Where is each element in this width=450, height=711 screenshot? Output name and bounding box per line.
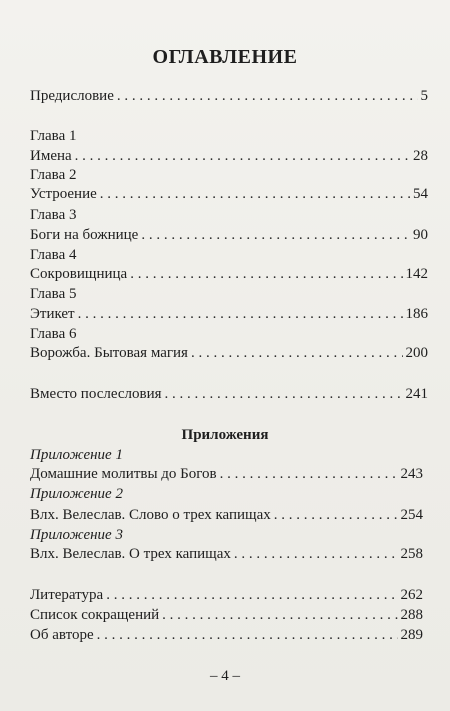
toc-entry-chapter-5 (30, 304, 428, 324)
toc-entry-label: Домашние молитвы до Богов (30, 466, 217, 482)
toc-entry-abbreviations (30, 605, 423, 625)
toc-leader-dots (75, 146, 410, 166)
chapter-heading-3: Глава 3 (30, 207, 77, 223)
page-title: ОГЛАВЛЕНИЕ (152, 46, 298, 68)
toc-page-number: 254 (400, 507, 423, 523)
toc-page-number: 54 (413, 186, 428, 202)
toc-leader-dots (220, 464, 398, 484)
toc-entry-label: Этикет (30, 306, 75, 322)
toc-leader-dots (117, 86, 418, 106)
chapter-heading-6: Глава 6 (30, 326, 77, 342)
toc-page-number: 288 (400, 607, 423, 623)
toc-page-number: 200 (405, 345, 428, 361)
toc-entry-appendix-1 (30, 464, 423, 484)
appendix-heading-1: Приложение 1 (30, 447, 123, 463)
toc-page-number: 90 (413, 227, 428, 243)
toc-page-number: 28 (413, 148, 428, 164)
toc-leader-dots (141, 225, 410, 245)
chapter-heading-5: Глава 5 (30, 286, 77, 302)
appendix-heading-3: Приложение 3 (30, 527, 123, 543)
toc-page-number: 5 (420, 88, 428, 104)
toc-entry-label: Предисловие (30, 88, 114, 104)
toc-entry-chapter-3 (30, 225, 428, 245)
toc-leader-dots (162, 605, 397, 625)
toc-entry-label: Боги на божнице (30, 227, 139, 243)
toc-entry-label: Вместо послесловия (30, 386, 162, 402)
chapter-heading-4: Глава 4 (30, 247, 77, 263)
toc-page-number: 289 (400, 627, 423, 643)
toc-leader-dots (234, 544, 398, 564)
page-folio: – 4 – (210, 668, 240, 684)
toc-entry-label: Влх. Велеслав. Слово о трех капищах (30, 507, 271, 523)
toc-entry-afterword (30, 384, 428, 404)
toc-entry-label: Устроение (30, 186, 97, 202)
toc-entry-about-author (30, 625, 423, 645)
chapter-heading-2: Глава 2 (30, 167, 77, 183)
chapter-heading-1: Глава 1 (30, 128, 77, 144)
toc-leader-dots (274, 505, 398, 525)
toc-entry-label: Список сокращений (30, 607, 160, 623)
toc-entry-label: Сокровищница (30, 266, 128, 282)
toc-entry-literature (30, 585, 423, 605)
toc-entry-label: Имена (30, 148, 72, 164)
toc-page-number: 243 (400, 466, 423, 482)
toc-entry-label: Литература (30, 587, 104, 603)
appendix-heading-2: Приложение 2 (30, 486, 123, 502)
toc-entry-label: Влх. Велеслав. О трех капищах (30, 546, 231, 562)
toc-entry-chapter-4 (30, 264, 428, 284)
toc-entry-label: Об авторе (30, 627, 94, 643)
toc-leader-dots (78, 304, 403, 324)
toc-entry-appendix-2 (30, 505, 423, 525)
toc-entry-appendix-3 (30, 544, 423, 564)
toc-leader-dots (130, 264, 402, 284)
toc-leader-dots (165, 384, 403, 404)
toc-page-number: 262 (400, 587, 423, 603)
toc-page-number: 258 (400, 546, 423, 562)
toc-leader-dots (191, 343, 403, 363)
toc-leader-dots (100, 184, 410, 204)
toc-page-number: 142 (405, 266, 428, 282)
toc-page-number: 241 (405, 386, 428, 402)
toc-entry-chapter-2 (30, 184, 428, 204)
appendices-heading: Приложения (181, 427, 269, 443)
toc-entry-chapter-1 (30, 146, 428, 166)
toc-entry-label: Ворожба. Бытовая магия (30, 345, 188, 361)
toc-page-number: 186 (405, 306, 428, 322)
toc-leader-dots (97, 625, 398, 645)
toc-entry-chapter-6 (30, 343, 428, 363)
toc-leader-dots (106, 585, 397, 605)
toc-entry-preface (30, 86, 428, 106)
